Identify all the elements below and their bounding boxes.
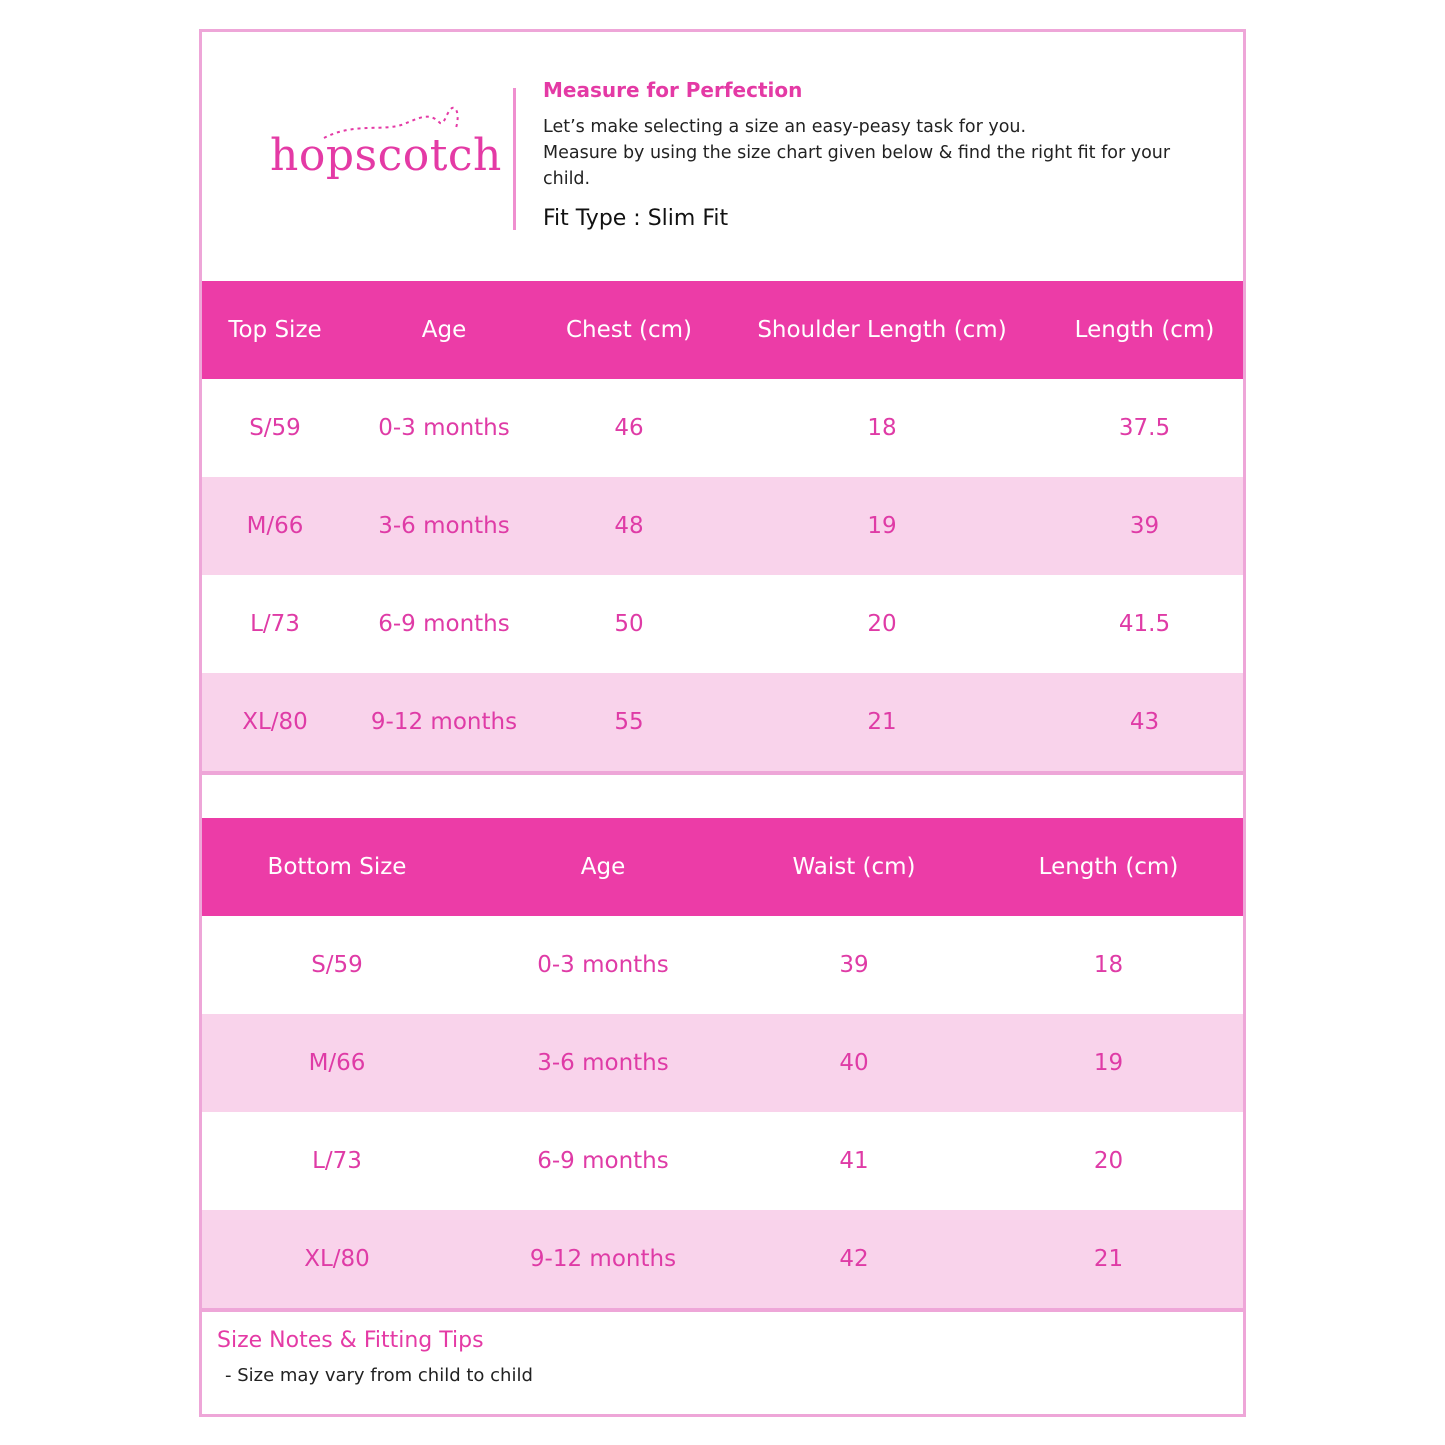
column-header: Shoulder Length (cm) [718,281,1046,379]
table-cell: L/73 [250,611,300,637]
hopscotch-logo [264,102,502,197]
table-row [202,575,1243,673]
table-row [202,673,1243,773]
column-header: Length (cm) [974,818,1243,916]
table-cell: 19 [974,1014,1243,1112]
table-cell: 39 [1046,477,1243,575]
table-cell: L/73 [312,1148,362,1174]
table-cell: 43 [1046,673,1243,773]
table-cell: 37.5 [1118,415,1171,441]
table-cell: M/66 [202,1014,472,1112]
column-header: Bottom Size [202,818,472,916]
top-table-header-row [202,281,1243,379]
table-cell: 41.5 [1118,611,1171,637]
table-row [202,379,1243,477]
table-cell: 9-12 months [472,1210,734,1310]
table-cell: 6-9 months [378,611,510,637]
table-cell: 18 [1093,952,1124,978]
fit-type: Fit Type : Slim Fit [543,206,729,231]
table-row [202,1112,1243,1210]
intro-block [543,78,1203,231]
table-cell: 18 [867,415,897,441]
top-size-table [202,281,1243,775]
logo-wordmark: hopscotch [270,130,502,181]
intro-line-1: Let’s make selecting a size an easy-peasy task for you. [543,117,1027,137]
size-notes-title: Size Notes & Fitting Tips [217,1328,484,1353]
column-header: Top Size [202,281,348,379]
table-cell: 50 [614,611,644,637]
table-row [202,477,1243,575]
table-cell: 21 [718,673,1046,773]
table-cell: 21 [974,1210,1243,1310]
column-header: Length (cm) [1046,281,1243,379]
table-cell: 3-6 months [348,477,540,575]
bottom-size-table [202,818,1243,1312]
table-cell: 0-3 months [537,952,669,978]
table-cell: 55 [540,673,718,773]
table-cell: 42 [734,1210,974,1310]
table-cell: 41 [839,1148,869,1174]
table-cell: 48 [540,477,718,575]
column-header: Age [472,818,734,916]
size-note-item: - Size may vary from child to child [225,1365,533,1386]
table-cell: 9-12 months [348,673,540,773]
table-cell: XL/80 [202,1210,472,1310]
table-cell: 6-9 months [537,1148,669,1174]
table-cell: 20 [1093,1148,1124,1174]
table-cell: 3-6 months [472,1014,734,1112]
table-cell: 46 [614,415,644,441]
size-chart-header [202,32,1243,282]
column-header: Waist (cm) [734,818,974,916]
column-header: Chest (cm) [540,281,718,379]
table-row [202,1210,1243,1310]
table-row [202,1014,1243,1112]
table-cell: 0-3 months [378,415,510,441]
table-cell: S/59 [311,952,363,978]
size-chart-card [199,29,1246,1417]
table-cell: XL/80 [202,673,348,773]
intro-line-2: Measure by using the size chart given below & find the right fit for your child. [543,143,1171,189]
table-cell: S/59 [249,415,301,441]
table-cell: 20 [867,611,897,637]
table-cell: 19 [718,477,1046,575]
table-cell: 39 [839,952,869,978]
table-row [202,916,1243,1014]
bottom-table-header-row [202,818,1243,916]
size-notes [217,1328,1217,1386]
intro-title: Measure for Perfection [543,78,803,102]
column-header: Age [348,281,540,379]
header-divider [513,88,516,230]
table-cell: 40 [734,1014,974,1112]
table-cell: M/66 [202,477,348,575]
